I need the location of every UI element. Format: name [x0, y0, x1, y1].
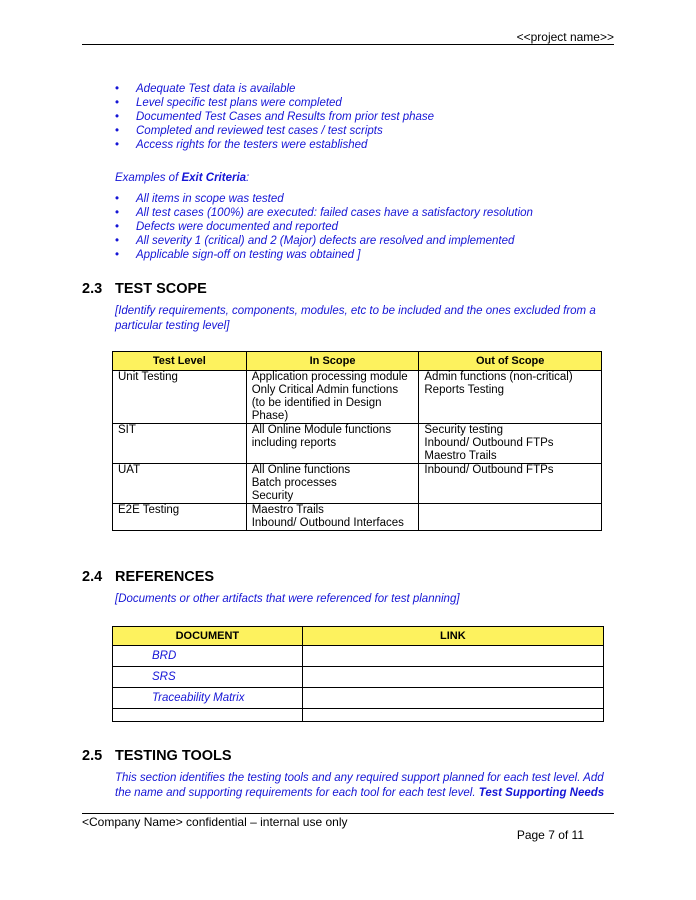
table-row — [113, 504, 602, 531]
cell-line: Inbound/ Outbound FTPs — [424, 464, 554, 476]
cell-line: All Online functions — [251, 464, 351, 476]
test-level-cell: Unit Testing — [113, 371, 247, 424]
section-2-5-heading — [82, 748, 232, 764]
list-item: • Level specific test plans were completed — [115, 97, 434, 111]
cell-line: Inbound/ Outbound Interfaces — [251, 517, 404, 529]
out-scope-cell — [419, 371, 602, 424]
footer-rule — [82, 813, 614, 814]
list-item: • Access rights for the testers were established — [115, 139, 434, 153]
column-header: LINK — [302, 627, 603, 646]
desc-line: [Identify requirements, components, modules, etc to be included and the ones excluded from a — [115, 305, 596, 317]
document-cell: SRS — [113, 667, 303, 688]
cell-line: (to be identified in Design — [251, 397, 382, 409]
exit-prefix: Examples of — [115, 172, 182, 184]
list-item: • All items in scope was tested — [115, 193, 533, 207]
in-scope-cell — [246, 424, 419, 464]
section-2-5-description — [115, 771, 615, 800]
column-header: Out of Scope — [419, 352, 602, 371]
list-item: • Completed and reviewed test cases / test scripts — [115, 125, 434, 139]
cell-line: Security — [251, 490, 294, 502]
page-number: Page 7 of 11 — [516, 828, 584, 842]
document-cell: Traceability Matrix — [113, 688, 303, 709]
header-rule — [82, 44, 614, 45]
cell-line: Security testing — [424, 424, 503, 436]
link-cell — [302, 667, 603, 688]
cell-line: All Online Module functions — [251, 424, 392, 436]
link-cell — [302, 688, 603, 709]
in-scope-cell — [246, 464, 419, 504]
section-2-4-description: [Documents or other artifacts that were referenced for test planning] — [115, 593, 460, 605]
exit-criteria-list — [115, 193, 533, 263]
cell-line: Phase) — [251, 410, 289, 422]
column-header: DOCUMENT — [113, 627, 303, 646]
in-scope-cell — [246, 371, 419, 424]
desc-line: This section identifies the testing tools and any required support planned for each test level. Add — [115, 772, 604, 784]
section-title: REFERENCES — [115, 569, 215, 585]
list-item: • Defects were documented and reported — [115, 221, 533, 235]
cell-line: Reports Testing — [424, 384, 505, 396]
test-level-cell: SIT — [113, 424, 247, 464]
list-item: • Applicable sign-off on testing was obtained ] — [115, 249, 533, 263]
desc-text: the name and supporting requirements for each tool for each test level. — [115, 786, 479, 799]
section-number: 2.5 — [82, 748, 103, 764]
cell-line: Maestro Trails — [251, 504, 324, 516]
out-scope-cell — [419, 464, 602, 504]
cell-line: Inbound/ Outbound FTPs — [424, 437, 554, 449]
table-row — [113, 667, 604, 688]
in-scope-cell — [246, 504, 419, 531]
section-2-3-heading — [82, 281, 207, 297]
test-scope-table — [112, 351, 602, 531]
desc-bold: Test Supporting Needs — [478, 786, 605, 799]
entry-criteria-list — [115, 83, 434, 153]
list-item: • All test cases (100%) are executed: failed cases have a satisfactory resolution — [115, 207, 533, 221]
list-item: • Documented Test Cases and Results from prior test phase — [115, 111, 434, 125]
table-row — [113, 646, 604, 667]
footer-confidential: <Company Name> confidential – internal use only — [82, 815, 348, 829]
exit-suffix: : — [246, 172, 250, 184]
document-cell — [113, 709, 303, 722]
cell-line: Only Critical Admin functions — [251, 384, 399, 396]
exit-emph: Exit Criteria — [181, 172, 247, 184]
desc-line — [115, 786, 615, 801]
table-row — [113, 371, 602, 424]
table-row — [113, 688, 604, 709]
header-project-name: <<project name>> — [516, 30, 614, 44]
test-level-cell: UAT — [113, 464, 247, 504]
column-header: In Scope — [246, 352, 419, 371]
table-header-row — [113, 627, 604, 646]
section-title: TEST SCOPE — [115, 281, 207, 297]
link-cell — [302, 646, 603, 667]
column-header: Test Level — [113, 352, 247, 371]
cell-line: Maestro Trails — [424, 450, 497, 462]
cell-line: Batch processes — [251, 477, 337, 489]
list-item: • All severity 1 (critical) and 2 (Major) defects are resolved and implemented — [115, 235, 533, 249]
references-table — [112, 626, 604, 722]
section-number: 2.4 — [82, 569, 103, 585]
table-header-row — [113, 352, 602, 371]
cell-line: Admin functions (non-critical) — [424, 371, 573, 383]
link-cell — [302, 709, 603, 722]
table-row — [113, 709, 604, 722]
out-scope-cell — [419, 424, 602, 464]
cell-line: Application processing module — [251, 371, 408, 383]
section-2-3-description — [115, 304, 605, 333]
section-2-4-heading — [82, 569, 214, 585]
cell-line: including reports — [251, 437, 337, 449]
out-scope-cell — [419, 504, 602, 531]
exit-criteria-heading — [115, 172, 249, 184]
table-row — [113, 464, 602, 504]
section-number: 2.3 — [82, 281, 103, 297]
desc-line: particular testing level] — [115, 319, 230, 332]
section-title: TESTING TOOLS — [115, 748, 232, 764]
document-cell: BRD — [113, 646, 303, 667]
test-level-cell: E2E Testing — [113, 504, 247, 531]
table-row — [113, 424, 602, 464]
list-item: • Adequate Test data is available — [115, 83, 434, 97]
